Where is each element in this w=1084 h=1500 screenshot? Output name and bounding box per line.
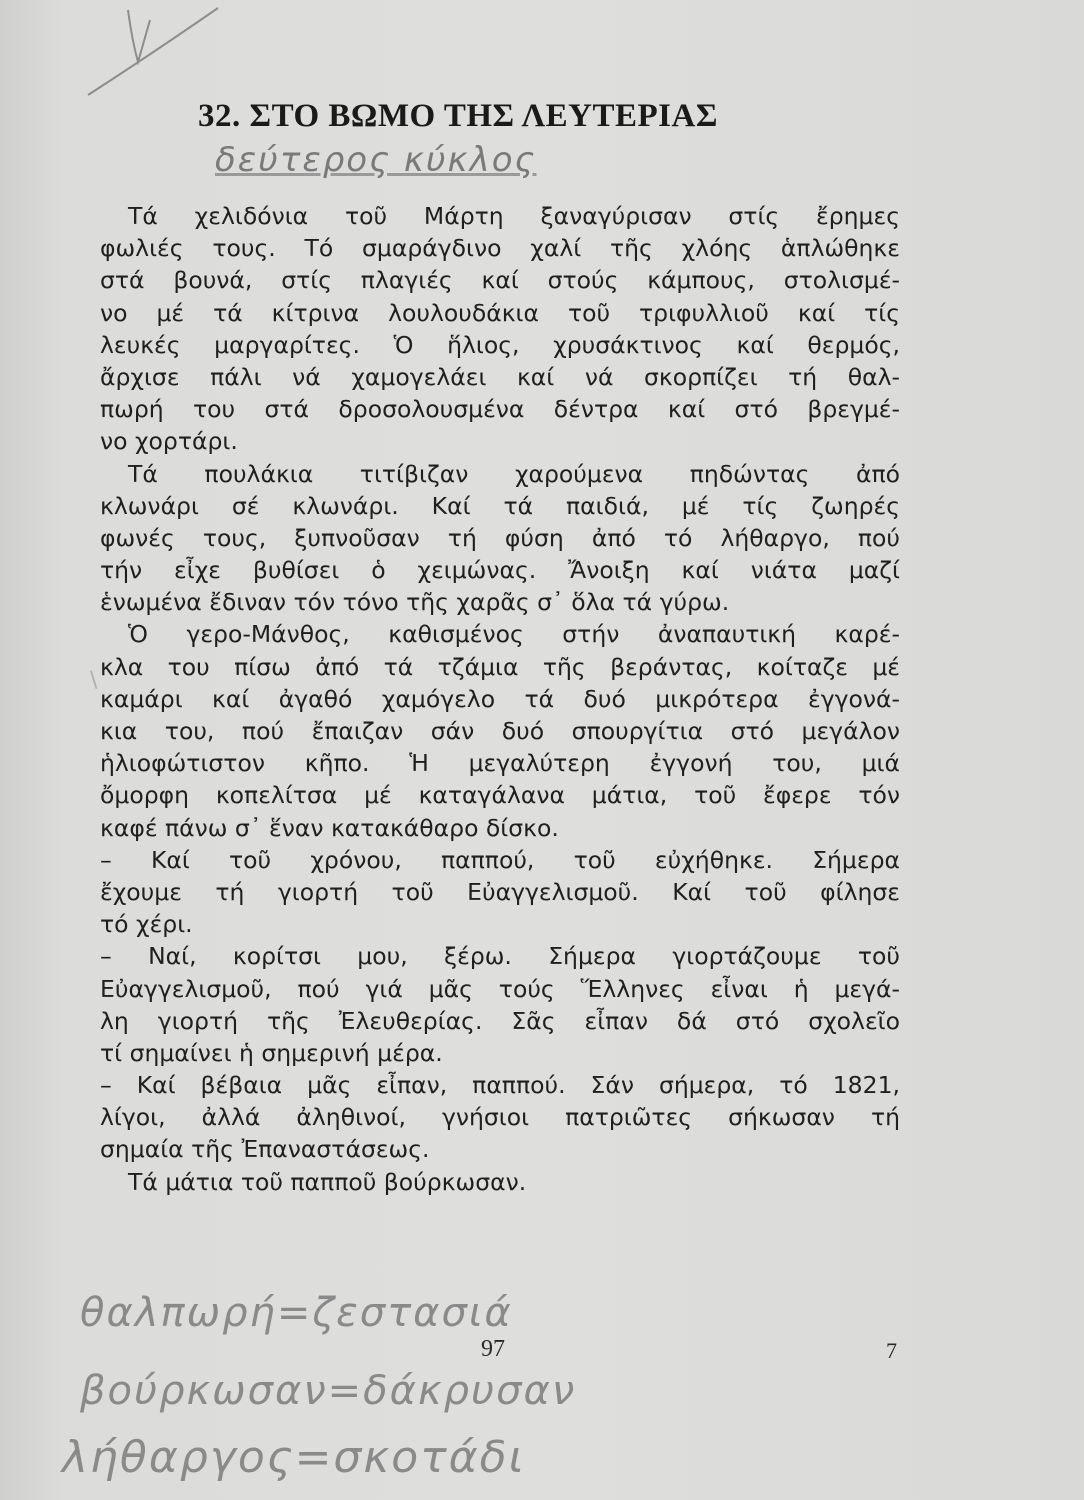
text-line: – Καί βέβαια μᾶς εἶπαν, παππού. Σάν σήμερα, τό 1821, xyxy=(100,1071,900,1100)
text-line: Τά χελιδόνια τοῦ Μάρτη ξαναγύρισαν στίς ἔρημες xyxy=(128,202,900,230)
text-line: καμάρι καί ἀγαθό χαμόγελο τά δυό μικρότερα ἐγγονά- xyxy=(100,684,900,713)
handwritten-note: θαλπωρή=ζεστασιά xyxy=(80,1290,513,1336)
text-line: Τά μάτια τοῦ παπποῦ βούρκωσαν. xyxy=(128,1167,527,1196)
sheet-mark: 7 xyxy=(886,1338,897,1363)
page-number: 97 xyxy=(481,1336,505,1362)
text-line: κλωνάρι σέ κλωνάρι. Καί τά παιδιά, μέ τίς ζωηρές xyxy=(100,491,900,520)
text-line: ἄρχισε πάλι νά χαμογελάει καί νά σκορπίζει τή θαλ- xyxy=(100,362,900,391)
handwritten-note: λήθαργος=σκοτάδι xyxy=(62,1432,526,1483)
text-line: τήν εἶχε βυθίσει ὁ χειμώνας. Ἄνοιξη καί νιάτα μαζί xyxy=(100,556,900,585)
text-line: τό χέρι. xyxy=(100,910,193,939)
text-line: ἡλιοφώτιστον κῆπο. Ἡ μεγαλύτερη ἐγγονή του, μιά xyxy=(100,749,900,778)
text-line: ἔχουμε τή γιορτή τοῦ Εὐαγγελισμοῦ. Καί τοῦ φίλησε xyxy=(100,877,900,906)
text-line: πωρή του στά δροσολουσμένα δέντρα καί στό βρεγμέ- xyxy=(100,395,900,424)
story-text xyxy=(100,200,900,1198)
text-line: τί σημαίνει ἡ σημερινή μέρα. xyxy=(100,1038,443,1067)
text-line: φωλιές τους. Τό σμαράγδινο χαλί τῆς χλόης ἁπλώθηκε xyxy=(100,234,900,263)
text-line: – Ναί, κορίτσι μου, ξέρω. Σήμερα γιορτάζουμε τοῦ xyxy=(100,942,900,971)
text-line: ὄμορφη κοπελίτσα μέ καταγάλανα μάτια, τοῦ ἔφερε τόν xyxy=(100,781,900,810)
text-line: στά βουνά, στίς πλαγιές καί στούς κάμπους, στολισμέ- xyxy=(100,266,900,295)
text-line: – Καί τοῦ χρόνου, παππού, τοῦ εὐχήθηκε. Σήμερα xyxy=(100,845,900,874)
text-line: κλα του πίσω ἀπό τά τζάμια τῆς βεράντας, κοίταζε μέ xyxy=(100,652,900,681)
handwritten-subtitle: δεύτερος κύκλος xyxy=(215,140,537,180)
text-line: λευκές μαργαρίτες. Ὁ ἥλιος, χρυσάκτινος καί θερμός, xyxy=(100,330,900,359)
text-line: Εὐαγγελισμοῦ, πού γιά μᾶς τούς Ἕλληνες εἶναι ἡ μεγά- xyxy=(100,974,900,1003)
text-line: ἑνωμένα ἔδιναν τόν τόνο τῆς χαρᾶς σ᾽ ὅλα τά γύρω. xyxy=(100,588,730,617)
pencil-check-mark xyxy=(80,0,220,110)
text-line: καφέ πάνω σ᾽ ἕναν κατακάθαρο δίσκο. xyxy=(100,813,559,842)
text-line: φωνές τους, ξυπνοῦσαν τή φύση ἀπό τό λήθαργο, πού xyxy=(100,523,900,552)
text-line: σημαία τῆς Ἐπαναστάσεως. xyxy=(100,1135,430,1164)
text-line: κια του, πού ἔπαιζαν σάν δυό σπουργίτια στό μεγάλον xyxy=(100,717,900,745)
text-line: νο χορτάρι. xyxy=(100,427,238,456)
text-line: Ὁ γερο-Μάνθος, καθισμένος στήν ἀναπαυτική καρέ- xyxy=(128,620,900,649)
text-line: Τά πουλάκια τιτίβιζαν χαρούμενα πηδώντας ἀπό xyxy=(128,459,900,488)
pencil-margin-mark: \ xyxy=(90,668,98,693)
handwritten-note: βούρκωσαν=δάκρυσαν xyxy=(80,1368,577,1414)
text-line: λη γιορτή τῆς Ἐλευθερίας. Σᾶς εἶπαν δά στό σχολεῖο xyxy=(100,1006,900,1035)
text-line: λίγοι, ἀλλά ἀληθινοί, γνήσιοι πατριῶτες σήκωσαν τή xyxy=(100,1103,900,1132)
chapter-title: 32. ΣΤΟ ΒΩΜΟ ΤΗΣ ΛΕΥΤΕΡΙΑΣ xyxy=(198,98,718,134)
text-line: νο μέ τά κίτρινα λουλουδάκια τοῦ τριφυλλιοῦ καί τίς xyxy=(100,298,900,327)
